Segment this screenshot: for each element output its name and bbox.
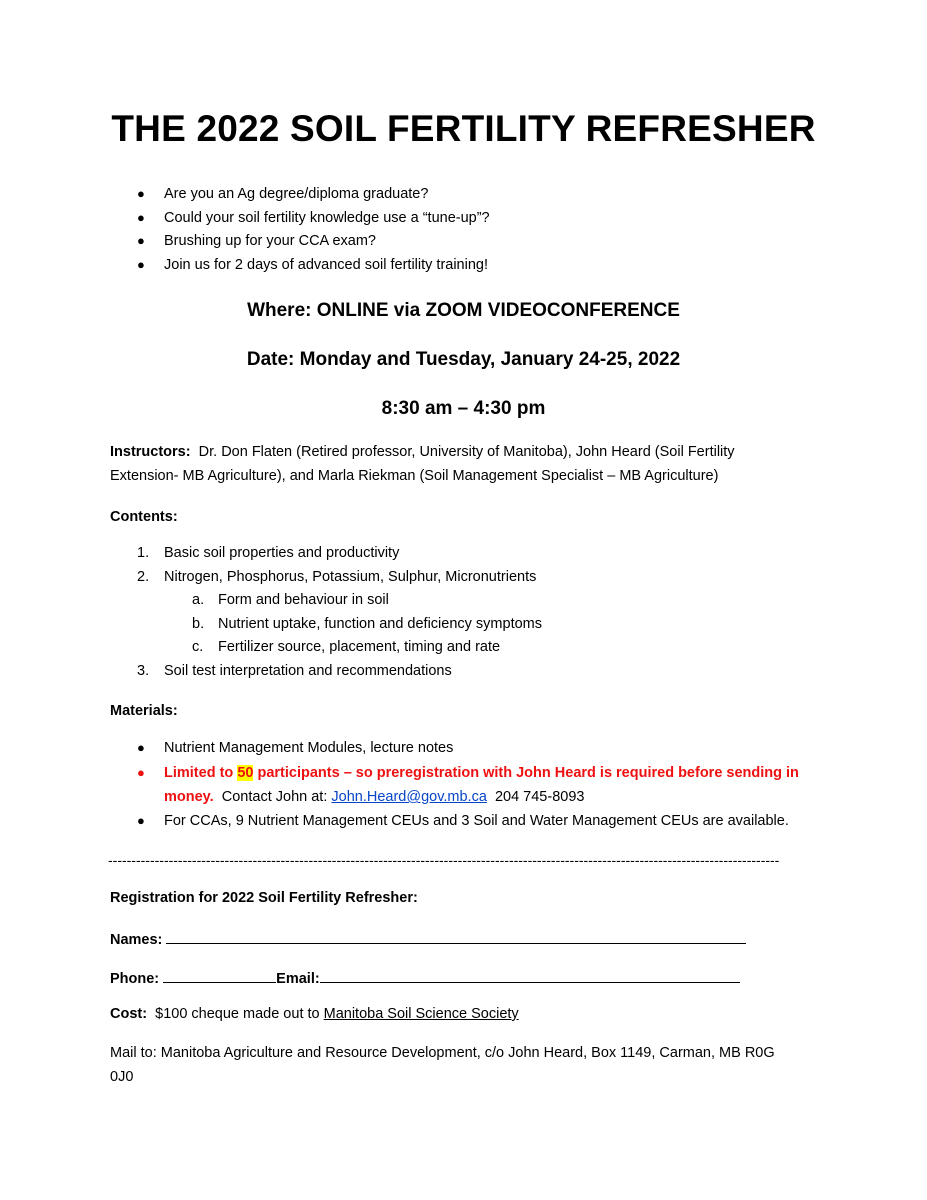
bullet-icon: ● (137, 257, 145, 272)
bullet-icon: ● (137, 186, 145, 201)
mail-line-2: 0J0 (110, 1069, 134, 1085)
contents-item: 3. Soil test interpretation and recommendations (137, 663, 452, 679)
materials-item: ● Nutrient Management Modules, lecture notes (137, 740, 454, 756)
bullet-icon: ● (137, 740, 145, 755)
contents-subitem: b. Nutrient uptake, function and deficiency symptoms (192, 616, 542, 632)
bullet-icon: ● (137, 765, 145, 780)
instructors-line-1: Instructors: Dr. Don Flaten (Retired professor, University of Manitoba), John Heard (Soil Fertility (110, 444, 735, 460)
email-field[interactable] (320, 968, 740, 983)
phone-field[interactable] (163, 968, 276, 983)
cut-line-separator: ------------------------------------------------------------------------------------------------------------------------------------------------ (108, 852, 780, 868)
materials-limit-line-2: money. Contact John at: John.Heard@gov.mb.ca 204 745-8093 (164, 789, 585, 805)
bullet-icon: ● (137, 813, 145, 828)
materials-label: Materials: (110, 703, 178, 719)
intro-bullet: ● Could your soil fertility knowledge use a “tune-up”? (137, 210, 490, 226)
contents-item: 1. Basic soil properties and productivity (137, 545, 400, 561)
intro-bullet: ● Join us for 2 days of advanced soil fertility training! (137, 257, 488, 273)
phone-email-row: Phone: Email: (110, 968, 740, 987)
instructors-line-2: Extension- MB Agriculture), and Marla Riekman (Soil Management Specialist – MB Agriculture) (110, 468, 719, 484)
contents-item: 2. Nitrogen, Phosphorus, Potassium, Sulphur, Micronutrients (137, 569, 537, 585)
contents-label: Contents: (110, 509, 178, 525)
contact-phone: 204 745-8093 (494, 789, 585, 805)
bullet-icon: ● (137, 233, 145, 248)
where-heading: Where: ONLINE via ZOOM VIDEOCONFERENCE (247, 300, 680, 321)
participant-limit-highlight: 50 (237, 765, 254, 781)
registration-heading: Registration for 2022 Soil Fertility Refresher: (110, 890, 418, 906)
cost-line: Cost: $100 cheque made out to Manitoba Soil Science Society (110, 1006, 519, 1022)
date-heading: Date: Monday and Tuesday, January 24-25, 2022 (246, 349, 681, 370)
names-row: Names: (110, 929, 746, 948)
time-heading: 8:30 am – 4:30 pm (381, 398, 546, 419)
contents-subitem: c. Fertilizer source, placement, timing and rate (192, 639, 501, 655)
mail-line-1: Mail to: Manitoba Agriculture and Resource Development, c/o John Heard, Box 1149, Carman, MB R0G (110, 1045, 775, 1061)
names-field[interactable] (166, 929, 746, 944)
materials-limit-line-1: ● Limited to 50 participants – so preregistration with John Heard is required before sending in (137, 765, 799, 781)
intro-bullet: ● Brushing up for your CCA exam? (137, 233, 376, 249)
contact-email-link[interactable]: John.Heard@gov.mb.ca (331, 789, 487, 805)
bullet-icon: ● (137, 210, 145, 225)
intro-bullet: ● Are you an Ag degree/diploma graduate? (137, 186, 429, 202)
materials-item: ● For CCAs, 9 Nutrient Management CEUs and 3 Soil and Water Management CEUs are available. (137, 813, 789, 829)
contents-subitem: a. Form and behaviour in soil (192, 592, 389, 608)
instructors-label: Instructors: (110, 444, 191, 460)
payee-name: Manitoba Soil Science Society (323, 1006, 519, 1022)
page-title: THE 2022 SOIL FERTILITY REFRESHER (111, 108, 816, 149)
